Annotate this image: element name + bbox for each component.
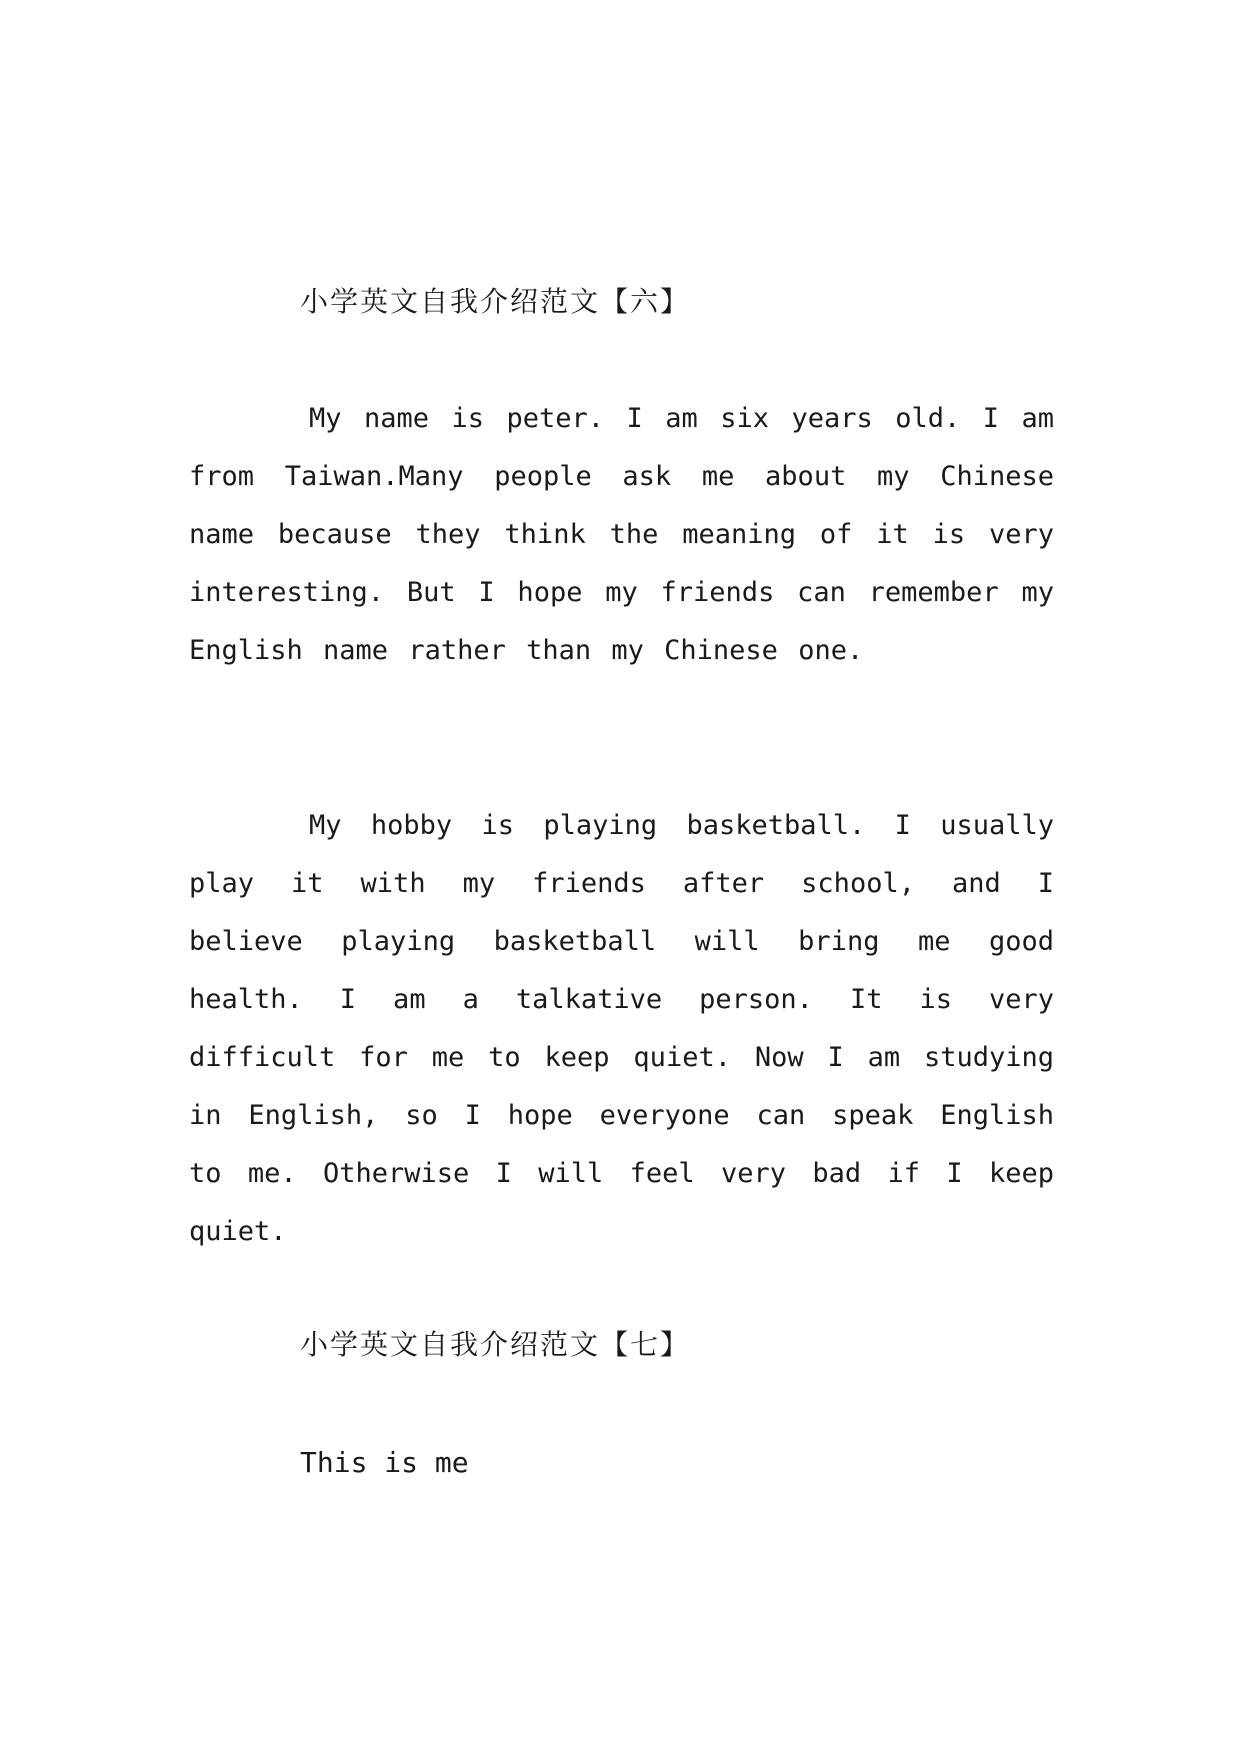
- paragraph-this-is-me: This is me: [300, 1446, 469, 1479]
- section-heading-seven: 小学英文自我介绍范文【七】: [300, 1328, 691, 1361]
- paragraph-hobby: My hobby is playing basketball. I usually play it with my friends after school, and I believe playing basketball will bring me good health. I am a talkative person. It is very difficult for me to keep quiet. Now I am studying in English, so I hope everyone can speak English to me. Otherwise I will feel very bad if I keep quiet.: [189, 810, 1054, 1247]
- section-heading-six: 小学英文自我介绍范文【六】: [300, 285, 691, 318]
- paragraph-introduction: My name is peter. I am six years old. I am from Taiwan.Many people ask me about my Chinese name because they think the meaning of it is very interesting. But I hope my friends can remember my English name rather than my Chinese one.: [189, 403, 1054, 666]
